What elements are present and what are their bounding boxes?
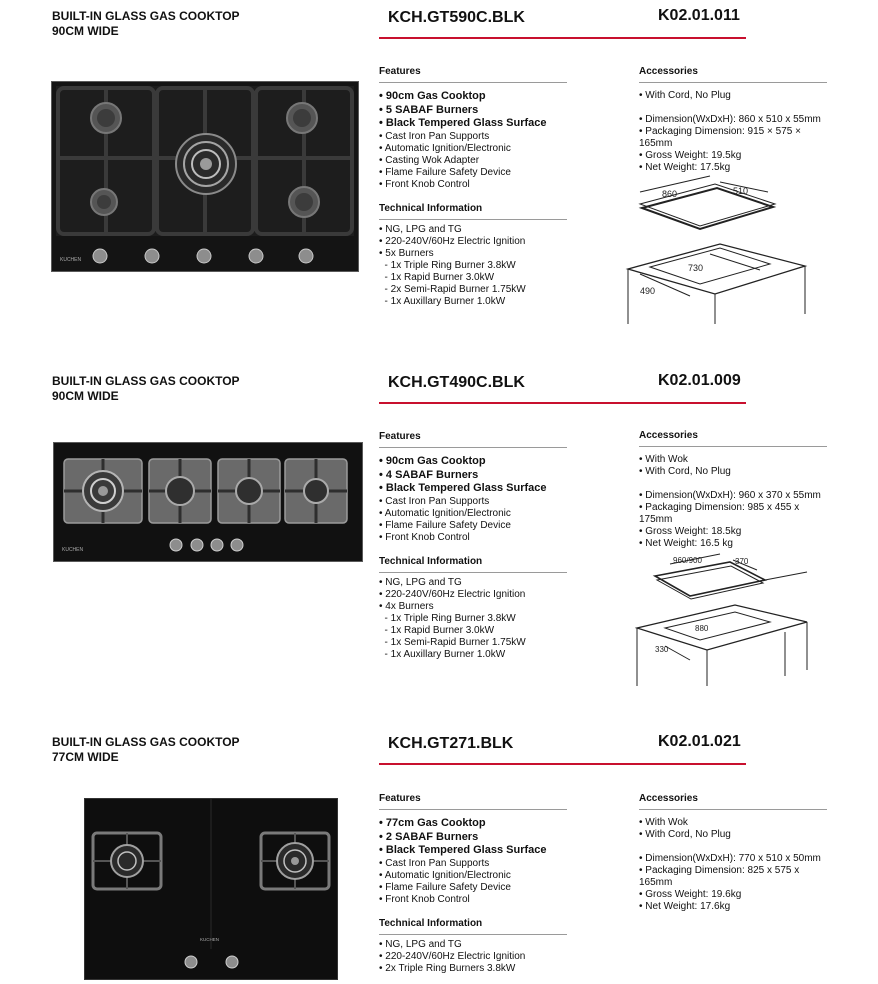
spec-item: • Packaging Dimension: 915 × 575 × 165mm: [639, 126, 801, 149]
spec-item: • Net Weight: 17.6kg: [639, 901, 731, 912]
red-divider: [379, 402, 746, 404]
feature-bold: • Black Tempered Glass Surface: [379, 844, 547, 856]
features-column: [379, 431, 567, 661]
feature-item: • Front Knob Control: [379, 531, 470, 543]
tech-item: • 220-240V/60Hz Electric Ignition: [379, 950, 526, 962]
feature-bold: • 77cm Gas Cooktop: [379, 817, 486, 829]
spec-item: • Gross Weight: 18.5kg: [639, 526, 742, 537]
diagram-width-label: 860: [662, 189, 678, 199]
accessory-item: • With Wok: [639, 817, 688, 828]
spec-item: • Net Weight: 16.5 kg: [639, 538, 733, 549]
feature-bold: • Black Tempered Glass Surface: [379, 482, 547, 494]
feature-item: • Front Knob Control: [379, 893, 470, 905]
feature-bold: • 90cm Gas Cooktop: [379, 90, 486, 102]
tech-item: • NG, LPG and TG: [379, 576, 462, 588]
brand-logo: KUCHEN: [200, 937, 220, 942]
product-code: K02.01.009: [658, 372, 741, 389]
feature-item: • Cast Iron Pan Supports: [379, 495, 490, 507]
brand-logo: KUCHEN: [62, 547, 84, 553]
cooktop-photo: [84, 798, 338, 980]
installation-diagram: [620, 174, 810, 324]
spec-item: • Dimension(WxDxH): 860 x 510 x 55mm: [639, 114, 821, 125]
features-column: [379, 66, 567, 308]
accessories-column: [639, 793, 827, 913]
feature-bold: • 2 SABAF Burners: [379, 830, 479, 843]
product-code: K02.01.011: [658, 7, 740, 24]
tech-item: • 220-240V/60Hz Electric Ignition: [379, 235, 526, 247]
accessory-item: • With Cord, No Plug: [639, 829, 731, 840]
model-number: KCH.GT590C.BLK: [388, 9, 525, 26]
tech-heading: Technical Information: [379, 203, 567, 220]
tech-heading: Technical Information: [379, 556, 567, 573]
tech-item: • 5x Burners: [379, 247, 434, 259]
red-divider: [379, 763, 746, 765]
product-title: [52, 374, 240, 404]
tech-item: • 2x Triple Ring Burners 3.8kW: [379, 962, 516, 974]
feature-item: • Automatic Ignition/Electronic: [379, 507, 511, 519]
tech-item: - 1x Rapid Burner 3.0kW: [379, 624, 495, 636]
title-line-1: BUILT-IN GLASS GAS COOKTOP: [52, 374, 240, 388]
tech-heading: Technical Information: [379, 918, 567, 935]
red-divider: [379, 37, 746, 39]
diagram-depth-label: 510: [733, 186, 749, 196]
tech-item: • NG, LPG and TG: [379, 938, 462, 950]
spec-item: • Gross Weight: 19.6kg: [639, 889, 742, 900]
feature-item: • Flame Failure Safety Device: [379, 166, 511, 178]
spec-item: • Dimension(WxDxH): 960 x 370 x 55mm: [639, 490, 821, 501]
title-line-1: BUILT-IN GLASS GAS COOKTOP: [52, 735, 240, 749]
feature-item: • Casting Wok Adapter: [379, 154, 480, 166]
feature-bold: • 5 SABAF Burners: [379, 103, 479, 116]
title-line-1: BUILT-IN GLASS GAS COOKTOP: [52, 9, 240, 23]
diagram-depth-label: 370: [735, 557, 749, 566]
product-title: [52, 735, 240, 765]
tech-item: - 1x Auxillary Burner 1.0kW: [379, 295, 506, 307]
tech-item: - 1x Auxillary Burner 1.0kW: [379, 648, 506, 660]
diagram-cutout-width-label: 730: [688, 263, 704, 273]
cooktop-photo: [53, 442, 363, 562]
feature-item: • Cast Iron Pan Supports: [379, 130, 490, 142]
spec-item: • Packaging Dimension: 985 x 455 x 175mm: [639, 502, 800, 525]
title-line-2: 77CM WIDE: [52, 750, 119, 764]
title-line-2: 90CM WIDE: [52, 389, 119, 403]
feature-item: • Cast Iron Pan Supports: [379, 857, 490, 869]
model-number: KCH.GT490C.BLK: [388, 374, 525, 391]
tech-item: - 1x Triple Ring Burner 3.8kW: [379, 612, 516, 624]
tech-item: • NG, LPG and TG: [379, 223, 462, 235]
accessories-heading: Accessories: [639, 793, 827, 810]
spec-item: • Net Weight: 17.5kg: [639, 162, 731, 173]
feature-bold: • 4 SABAF Burners: [379, 468, 479, 481]
diagram-cutout-depth-label: 490: [640, 286, 656, 296]
features-heading: Features: [379, 793, 567, 810]
tech-item: - 2x Semi-Rapid Burner 1.75kW: [379, 283, 526, 295]
accessories-column: [639, 430, 827, 550]
feature-item: • Flame Failure Safety Device: [379, 519, 511, 531]
features-column: [379, 793, 567, 975]
feature-item: • Flame Failure Safety Device: [379, 881, 511, 893]
tech-item: - 1x Triple Ring Burner 3.8kW: [379, 259, 516, 271]
accessory-item: • With Cord, No Plug: [639, 90, 731, 101]
product-title: [52, 9, 240, 39]
diagram-width-label: 960/900: [673, 556, 702, 565]
tech-item: • 4x Burners: [379, 600, 434, 612]
installation-diagram: [635, 550, 815, 686]
accessory-item: • With Wok: [639, 454, 688, 465]
accessory-item: • With Cord, No Plug: [639, 466, 731, 477]
model-number: KCH.GT271.BLK: [388, 735, 514, 752]
diagram-cutout-depth-label: 330: [655, 645, 669, 654]
product-code: K02.01.021: [658, 733, 741, 750]
accessories-column: [639, 66, 827, 174]
spec-item: • Dimension(WxDxH): 770 x 510 x 50mm: [639, 853, 821, 864]
feature-bold: • 90cm Gas Cooktop: [379, 455, 486, 467]
feature-item: • Automatic Ignition/Electronic: [379, 142, 511, 154]
feature-item: • Front Knob Control: [379, 178, 470, 190]
accessories-heading: Accessories: [639, 430, 827, 447]
features-heading: Features: [379, 431, 567, 448]
diagram-cutout-width-label: 880: [695, 624, 709, 633]
feature-bold: • Black Tempered Glass Surface: [379, 117, 547, 129]
title-line-2: 90CM WIDE: [52, 24, 119, 38]
spec-item: • Gross Weight: 19.5kg: [639, 150, 742, 161]
accessories-heading: Accessories: [639, 66, 827, 83]
cooktop-photo: [51, 81, 359, 272]
spec-item: • Packaging Dimension: 825 x 575 x 165mm: [639, 865, 800, 888]
tech-item: • 220-240V/60Hz Electric Ignition: [379, 588, 526, 600]
brand-logo: KUCHEN: [60, 257, 82, 263]
tech-item: - 1x Semi-Rapid Burner 1.75kW: [379, 636, 526, 648]
features-heading: Features: [379, 66, 567, 83]
feature-item: • Automatic Ignition/Electronic: [379, 869, 511, 881]
tech-item: - 1x Rapid Burner 3.0kW: [379, 271, 495, 283]
